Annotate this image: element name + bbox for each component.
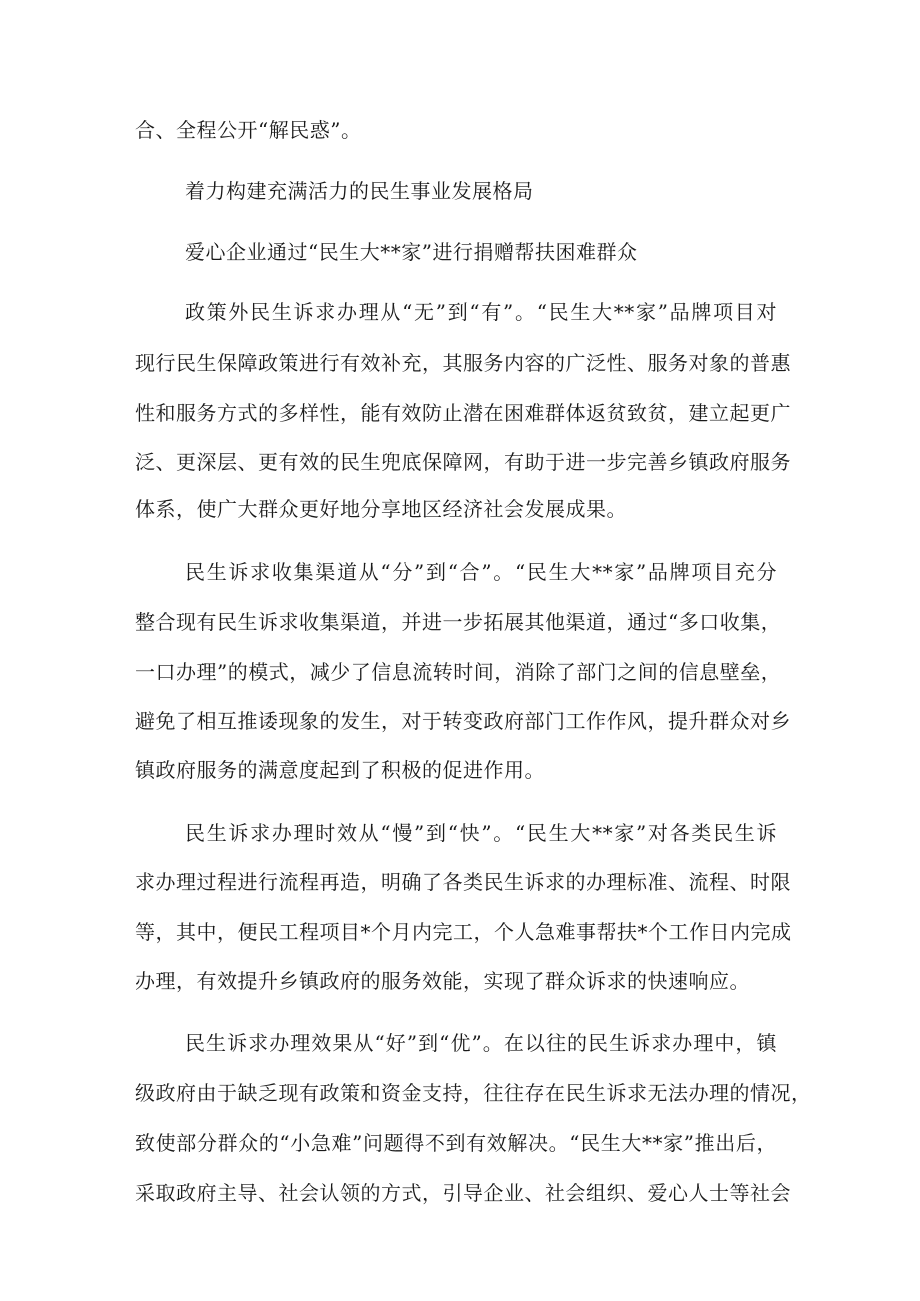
paragraph-4-line-1: 民生诉求办理效果从“好”到“优”。在以往的民生诉求办理中，镇 <box>185 1031 777 1055</box>
paragraph-3-line-4: 办理，有效提升乡镇政府的服务效能，实现了群众诉求的快速响应。 <box>135 969 750 993</box>
paragraph-2-line-2: 整合现有民生诉求收集渠道，并进一步拓展其他渠道，通过“多口收集， <box>135 610 782 634</box>
paragraph-2-line-1: 民生诉求收集渠道从“分”到“合”。“民生大**家”品牌项目充分 <box>185 560 777 584</box>
paragraph-1-line-4: 泛、更深层、更有效的民生兜底保障网，有助于进一步完善乡镇政府服务 <box>135 450 791 474</box>
paragraph-2-line-5: 镇政府服务的满意度起到了积极的促进作用。 <box>135 758 545 782</box>
paragraph-1-line-3: 性和服务方式的多样性，能有效防止潜在困难群体返贫致贫，建立起更广 <box>135 401 791 425</box>
paragraph-1-line-5: 体系，使广大群众更好地分享地区经济社会发展成果。 <box>135 497 627 521</box>
paragraph-3-line-1: 民生诉求办理时效从“慢”到“快”。“民生大**家”对各类民生诉 <box>185 821 777 845</box>
paragraph-4-line-4: 采取政府主导、社会认领的方式，引导企业、社会组织、爱心人士等社会 <box>135 1181 791 1205</box>
paragraph-3-line-3: 等，其中，便民工程项目*个月内完工，个人急难事帮扶*个工作日内完成 <box>135 920 792 944</box>
image-caption: 爱心企业通过“民生大**家”进行捐赠帮扶困难群众 <box>185 240 638 264</box>
paragraph-3-line-2: 求办理过程进行流程再造，明确了各类民生诉求的办理标准、流程、时限 <box>135 870 791 894</box>
paragraph-1-line-1: 政策外民生诉求办理从“无”到“有”。“民生大**家”品牌项目对 <box>185 300 777 324</box>
paragraph-tail-line: 合、全程公开“解民惑”。 <box>135 118 362 142</box>
paragraph-4-line-2: 级政府由于缺乏现有政策和资金支持，往往存在民生诉求无法办理的情况， <box>135 1081 812 1105</box>
paragraph-4-line-3: 致使部分群众的“小急难”问题得不到有效解决。“民生大**家”推出后， <box>135 1131 777 1155</box>
paragraph-2-line-4: 避免了相互推诿现象的发生，对于转变政府部门工作作风，提升群众对乡 <box>135 709 791 733</box>
paragraph-2-line-3: 一口办理”的模式，减少了信息流转时间，消除了部门之间的信息壁垒， <box>135 660 782 684</box>
section-heading: 着力构建充满活力的民生事业发展格局 <box>185 179 534 203</box>
paragraph-1-line-2: 现行民生保障政策进行有效补充，其服务内容的广泛性、服务对象的普惠 <box>135 351 791 375</box>
